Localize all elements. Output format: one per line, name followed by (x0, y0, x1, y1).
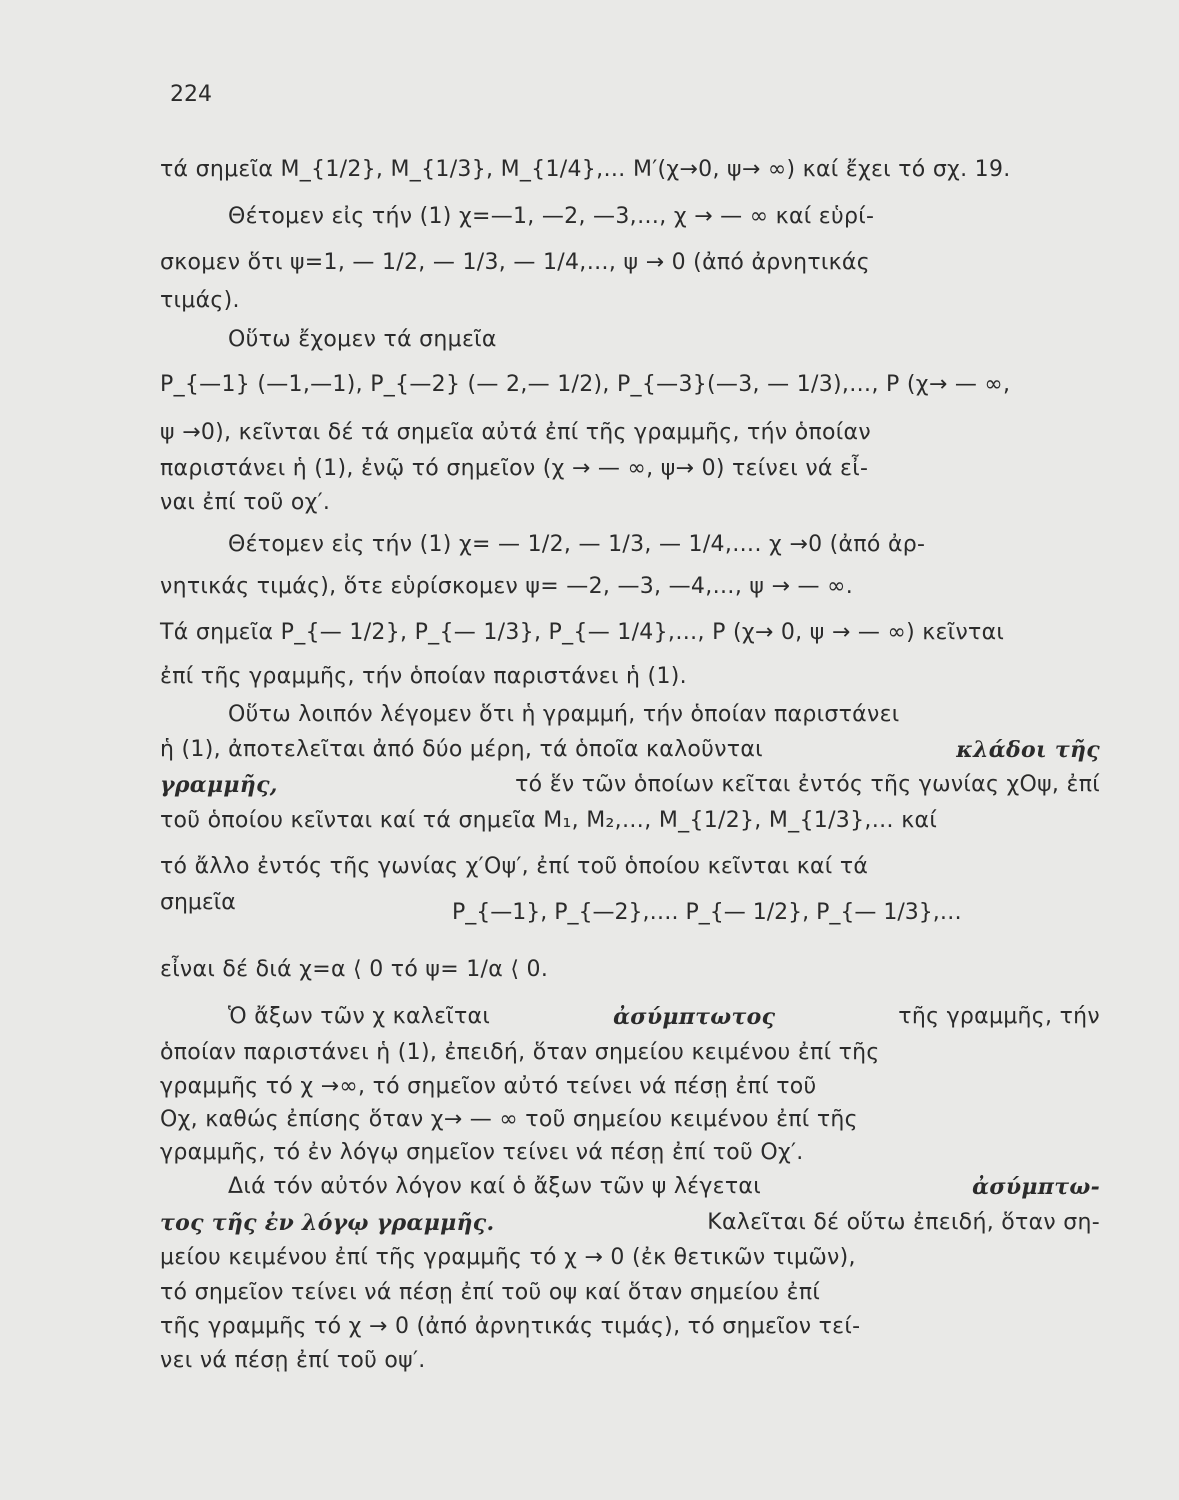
text-line-21-end: τῆς γραμμῆς, τήν (898, 1004, 1100, 1029)
text-line-5: Οὕτω ἔχομεν τά σημεῖα (228, 327, 497, 352)
text-line-10: Θέτομεν εἰς τήν (1) χ= — 1/2, — 1/3, — 1/4,…. χ →0 (ἀπό ἀρ- (228, 532, 926, 557)
text-line-20: εἶναι δέ διά χ=α ⟨ 0 τό ψ= 1/α ⟨ 0. (160, 957, 549, 982)
text-line-27 (160, 1208, 1100, 1238)
text-line-9: ναι ἐπί τοῦ οχ′. (160, 490, 331, 515)
text-line-7: ψ →0), κεῖνται δέ τά σημεῖα αὐτά ἐπί τῆς γραμμῆς, τήν ὁποίαν (160, 420, 871, 445)
text-line-1: τά σημεῖα Μ_{1/2}, Μ_{1/3}, Μ_{1/4},… Μ′(χ→0, ψ→ ∞) καί ἔχει τό σχ. 19. (160, 157, 1011, 182)
text-line-15 (160, 735, 1100, 765)
text-line-2: Θέτομεν εἰς τήν (1) χ=—1, —2, —3,…, χ → — ∞ καί εὑρί- (228, 204, 875, 229)
term-asymptotos-phrase: τος τῆς ἐν λόγῳ γραμμῆς. (160, 1210, 495, 1236)
text-line-19-points: P_{—1}, P_{—2},…. P_{— 1/2}, P_{— 1/3},… (452, 900, 962, 925)
text-line-24: Οχ, καθώς ἐπίσης ὅταν χ→ — ∞ τοῦ σημείου κειμένου ἐπί τῆς (160, 1107, 858, 1132)
text-line-18: τό ἄλλο ἐντός τῆς γωνίας χ′Οψ′, ἐπί τοῦ ὁποίου κεῖνται καί τά (160, 854, 869, 879)
text-line-29: τό σημεῖον τείνει νά πέσῃ ἐπί τοῦ οψ καί ὅταν σημείου ἐπί (160, 1280, 821, 1305)
term-asymptotos-2: ἀσύμπτω- (972, 1174, 1100, 1200)
text-line-14: Οὕτω λοιπόν λέγομεν ὅτι ἡ γραμμή, τήν ὁποίαν παριστάνει (228, 702, 900, 727)
text-line-12: Τά σημεῖα P_{— 1/2}, P_{— 1/3}, P_{— 1/4},…, P (χ→ 0, ψ → — ∞) κεῖνται (160, 620, 1005, 645)
text-line-23: γραμμῆς τό χ →∞, τό σημεῖον αὐτό τείνει νά πέσῃ ἐπί τοῦ (160, 1074, 817, 1099)
text-line-16 (160, 770, 1100, 800)
term-kladoi: κλάδοι τῆς (956, 737, 1100, 763)
text-line-15-main: ἡ (1), ἀποτελεῖται ἀπό δύο μέρη, τά ὁποῖα καλοῦνται (160, 737, 763, 762)
text-line-8: παριστάνει ἡ (1), ἐνῷ τό σημεῖον (χ → — ∞, ψ→ 0) τείνει νά εἶ- (160, 456, 869, 481)
page-number: 224 (170, 82, 212, 107)
text-line-25: γραμμῆς, τό ἐν λόγῳ σημεῖον τείνει νά πέσῃ ἐπί τοῦ Οχ′. (160, 1140, 804, 1165)
text-line-22: ὁποίαν παριστάνει ἡ (1), ἐπειδή, ὅταν σημείου κειμένου ἐπί τῆς (160, 1040, 880, 1065)
text-line-4: τιμάς). (160, 288, 240, 313)
text-line-27-main: Καλεῖται δέ οὕτω ἐπειδή, ὅταν ση- (707, 1210, 1100, 1235)
text-line-28: μείου κειμένου ἐπί τῆς γραμμῆς τό χ → 0 (ἐκ θετικῶν τιμῶν), (160, 1245, 856, 1270)
text-line-21-main: Ὁ ἄξων τῶν χ καλεῖται (228, 1004, 491, 1029)
text-line-31: νει νά πέσῃ ἐπί τοῦ οψ′. (160, 1348, 426, 1373)
text-line-6: P_{—1} (—1,—1), P_{—2} (— 2,— 1/2), P_{—3}(—3, — 1/3),…, P (χ→ — ∞, (160, 372, 1011, 397)
text-line-11: νητικάς τιμάς), ὅτε εὑρίσκομεν ψ= —2, —3, —4,…, ψ → — ∞. (160, 574, 854, 599)
text-line-26-main: Διά τόν αὐτόν λόγον καί ὁ ἄξων τῶν ψ λέγεται (228, 1174, 761, 1199)
text-line-19-label: σημεῖα (160, 890, 236, 915)
text-line-17: τοῦ ὁποίου κεῖνται καί τά σημεῖα Μ₁, Μ₂,…, Μ_{1/2}, Μ_{1/3},… καί (160, 808, 938, 833)
term-asymptotos: ἀσύμπτωτος (613, 1004, 776, 1030)
text-line-3: σκομεν ὅτι ψ=1, — 1/2, — 1/3, — 1/4,…, ψ → 0 (ἀπό ἀρνητικάς (160, 250, 870, 275)
text-line-13: ἐπί τῆς γραμμῆς, τήν ὁποίαν παριστάνει ἡ (1). (160, 664, 687, 689)
text-line-16-main: τό ἕν τῶν ὁποίων κεῖται ἐντός τῆς γωνίας χΟψ, ἐπί (515, 772, 1100, 797)
text-line-26 (228, 1172, 1100, 1202)
text-line-30: τῆς γραμμῆς τό χ → 0 (ἀπό ἀρνητικάς τιμάς), τό σημεῖον τεί- (160, 1314, 861, 1339)
text-line-21 (228, 1002, 1100, 1032)
term-grammes: γραμμῆς, (160, 772, 278, 798)
